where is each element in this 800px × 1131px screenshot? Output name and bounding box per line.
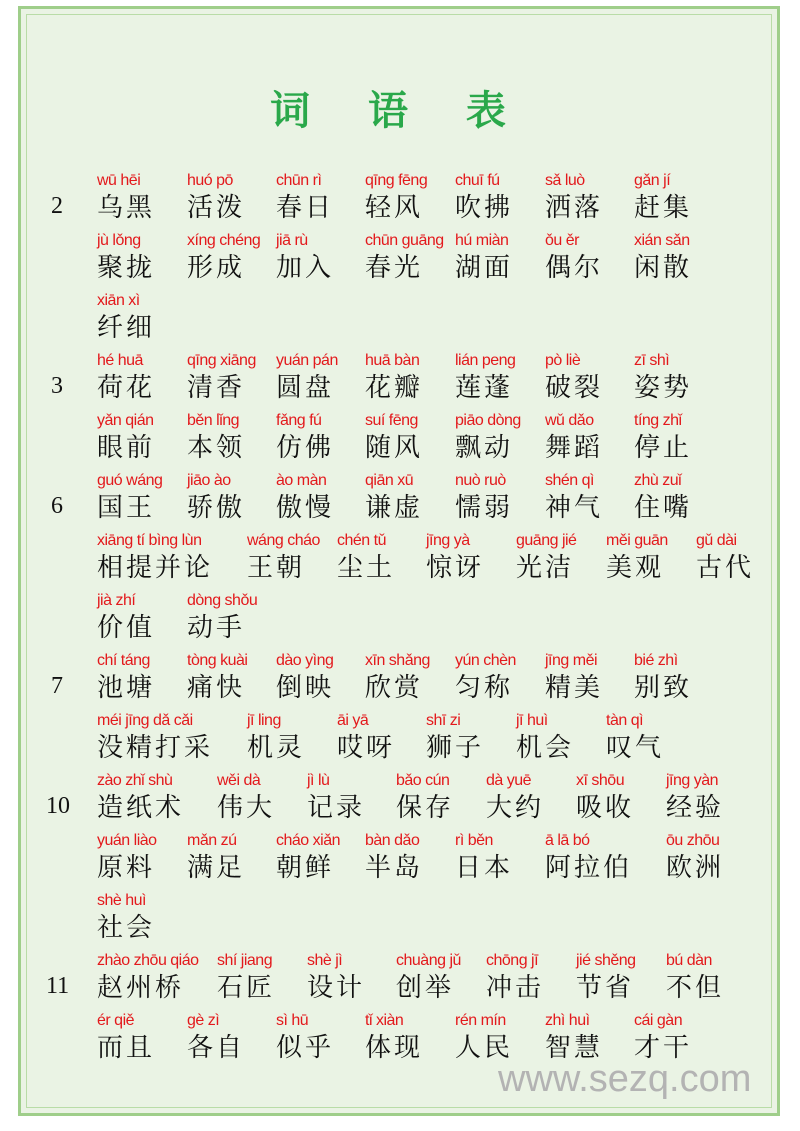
pinyin: nuò ruò <box>455 472 506 489</box>
hanzi: 莲蓬 <box>455 373 514 403</box>
pinyin: gǔ dài <box>696 532 737 549</box>
pinyin: shén qì <box>545 472 594 489</box>
pinyin: tòng kuài <box>187 652 248 669</box>
pinyin: pò liè <box>545 352 581 369</box>
hanzi: 轻风 <box>365 193 424 223</box>
pinyin: tíng zhǐ <box>634 412 682 429</box>
pinyin: xián sǎn <box>634 232 690 249</box>
pinyin: chén tǔ <box>337 532 386 549</box>
hanzi: 造纸术 <box>97 793 185 823</box>
hanzi: 飘动 <box>455 433 514 463</box>
pinyin: wáng cháo <box>247 532 320 549</box>
hanzi: 记录 <box>307 793 366 823</box>
pinyin: bàn dǎo <box>365 832 420 849</box>
hanzi: 大约 <box>486 793 545 823</box>
hanzi: 欣赏 <box>365 673 424 703</box>
pinyin: zào zhǐ shù <box>97 772 173 789</box>
pinyin: ào màn <box>276 472 327 489</box>
pinyin: hé huā <box>97 352 143 369</box>
hanzi: 吸收 <box>576 793 635 823</box>
pinyin: chūn guāng <box>365 232 444 249</box>
hanzi: 日本 <box>455 853 514 883</box>
hanzi: 聚拢 <box>97 253 156 283</box>
hanzi: 神气 <box>545 493 604 523</box>
pinyin: fǎng fú <box>276 412 322 429</box>
hanzi: 保存 <box>396 793 455 823</box>
hanzi: 设计 <box>307 973 366 1003</box>
pinyin: lián peng <box>455 352 516 369</box>
hanzi: 骄傲 <box>187 493 246 523</box>
pinyin: jīng yàn <box>666 772 719 789</box>
pinyin: xiān xì <box>97 292 140 309</box>
hanzi: 赵州桥 <box>97 973 185 1003</box>
pinyin: chí táng <box>97 652 150 669</box>
pinyin: qīng fēng <box>365 172 428 189</box>
hanzi: 加入 <box>276 253 335 283</box>
hanzi: 社会 <box>97 913 156 943</box>
pinyin: jié shěng <box>576 952 636 969</box>
hanzi: 狮子 <box>426 733 485 763</box>
pinyin: mǎn zú <box>187 832 237 849</box>
hanzi: 没精打采 <box>97 733 214 763</box>
hanzi: 阿拉伯 <box>545 853 633 883</box>
pinyin: dà yuē <box>486 772 532 789</box>
pinyin: yuán pán <box>276 352 338 369</box>
pinyin: guó wáng <box>97 472 163 489</box>
hanzi: 动手 <box>187 613 246 643</box>
hanzi: 别致 <box>634 673 693 703</box>
pinyin: jīng měi <box>545 652 598 669</box>
pinyin: suí fēng <box>365 412 418 429</box>
pinyin: chōng jī <box>486 952 539 969</box>
hanzi: 赶集 <box>634 193 693 223</box>
pinyin: chuī fú <box>455 172 500 189</box>
hanzi: 光洁 <box>516 553 575 583</box>
hanzi: 古代 <box>696 553 755 583</box>
pinyin: gǎn jí <box>634 172 671 189</box>
pinyin: rén mín <box>455 1012 506 1029</box>
pinyin: měi guān <box>606 532 668 549</box>
hanzi: 乌黑 <box>97 193 156 223</box>
hanzi: 智慧 <box>545 1033 604 1063</box>
hanzi: 各自 <box>187 1033 246 1063</box>
pinyin: bié zhì <box>634 652 678 669</box>
pinyin: chuàng jǔ <box>396 952 461 969</box>
hanzi: 随风 <box>365 433 424 463</box>
pinyin: jiā rù <box>276 232 308 249</box>
hanzi: 匀称 <box>455 673 514 703</box>
hanzi: 池塘 <box>97 673 156 703</box>
hanzi: 机灵 <box>247 733 306 763</box>
page-title: 词 语 表 <box>270 87 528 134</box>
hanzi: 傲慢 <box>276 493 335 523</box>
hanzi: 惊讶 <box>426 553 485 583</box>
pinyin: xíng chéng <box>187 232 261 249</box>
hanzi: 而且 <box>97 1033 156 1063</box>
pinyin: méi jīng dǎ cǎi <box>97 712 193 729</box>
lesson-number: 3 <box>51 373 63 399</box>
pinyin: ér qiě <box>97 1012 135 1029</box>
pinyin: jiāo ào <box>187 472 231 489</box>
lesson-number: 10 <box>46 793 70 819</box>
pinyin: wěi dà <box>217 772 261 789</box>
pinyin: dào yìng <box>276 652 334 669</box>
hanzi: 懦弱 <box>455 493 514 523</box>
pinyin: huó pō <box>187 172 233 189</box>
lesson-number: 7 <box>51 673 63 699</box>
pinyin: zhù zuǐ <box>634 472 682 489</box>
hanzi: 朝鲜 <box>276 853 335 883</box>
hanzi: 半岛 <box>365 853 424 883</box>
hanzi: 伟大 <box>217 793 276 823</box>
pinyin: jī ling <box>247 712 281 729</box>
pinyin: shè huì <box>97 892 146 909</box>
hanzi: 活泼 <box>187 193 246 223</box>
hanzi: 价值 <box>97 613 156 643</box>
pinyin: jīng yà <box>426 532 470 549</box>
pinyin: gè zì <box>187 1012 220 1029</box>
hanzi: 王朝 <box>247 553 306 583</box>
hanzi: 住嘴 <box>634 493 693 523</box>
hanzi: 创举 <box>396 973 455 1003</box>
hanzi: 姿势 <box>634 373 693 403</box>
pinyin: shí jiang <box>217 952 273 969</box>
pinyin: ā lā bó <box>545 832 590 849</box>
pinyin: jià zhí <box>97 592 136 609</box>
hanzi: 欧洲 <box>666 853 725 883</box>
hanzi: 春光 <box>365 253 424 283</box>
hanzi: 偶尔 <box>545 253 604 283</box>
pinyin: qīng xiāng <box>187 352 256 369</box>
lesson-number: 11 <box>46 973 70 999</box>
hanzi: 本领 <box>187 433 246 463</box>
pinyin: cháo xiǎn <box>276 832 340 849</box>
hanzi: 清香 <box>187 373 246 403</box>
hanzi: 才干 <box>634 1033 693 1063</box>
hanzi: 纤细 <box>97 313 156 343</box>
hanzi: 不但 <box>666 973 725 1003</box>
pinyin: hú miàn <box>455 232 509 249</box>
hanzi: 洒落 <box>545 193 604 223</box>
hanzi: 机会 <box>516 733 575 763</box>
pinyin: shè jì <box>307 952 343 969</box>
pinyin: zhì huì <box>545 1012 590 1029</box>
pinyin: chūn rì <box>276 172 322 189</box>
pinyin: yún chèn <box>455 652 516 669</box>
hanzi: 哎呀 <box>337 733 396 763</box>
pinyin: ǒu ěr <box>545 232 579 249</box>
pinyin: zī shì <box>634 352 670 369</box>
hanzi: 冲击 <box>486 973 545 1003</box>
hanzi: 尘土 <box>337 553 396 583</box>
hanzi: 吹拂 <box>455 193 514 223</box>
lesson-number: 6 <box>51 493 63 519</box>
hanzi: 圆盘 <box>276 373 335 403</box>
pinyin: zhào zhōu qiáo <box>97 952 199 969</box>
hanzi: 舞蹈 <box>545 433 604 463</box>
pinyin: wū hēi <box>97 172 141 189</box>
hanzi: 人民 <box>455 1033 514 1063</box>
pinyin: āi yā <box>337 712 369 729</box>
pinyin: yuán liào <box>97 832 157 849</box>
pinyin: sǎ luò <box>545 172 585 189</box>
pinyin: bǎo cún <box>396 772 450 789</box>
hanzi: 叹气 <box>606 733 665 763</box>
lesson-number: 2 <box>51 193 63 219</box>
pinyin: wǔ dǎo <box>545 412 594 429</box>
hanzi: 形成 <box>187 253 246 283</box>
hanzi: 经验 <box>666 793 725 823</box>
hanzi: 仿佛 <box>276 433 335 463</box>
hanzi: 湖面 <box>455 253 514 283</box>
hanzi: 精美 <box>545 673 604 703</box>
pinyin: huā bàn <box>365 352 420 369</box>
pinyin: jì lù <box>307 772 330 789</box>
hanzi: 荷花 <box>97 373 156 403</box>
hanzi: 相提并论 <box>97 553 214 583</box>
pinyin: bú dàn <box>666 952 712 969</box>
hanzi: 眼前 <box>97 433 156 463</box>
pinyin: xīn shǎng <box>365 652 430 669</box>
hanzi: 国王 <box>97 493 156 523</box>
hanzi: 闲散 <box>634 253 693 283</box>
pinyin: guāng jié <box>516 532 577 549</box>
pinyin: cái gàn <box>634 1012 683 1029</box>
hanzi: 美观 <box>606 553 665 583</box>
hanzi: 春日 <box>276 193 335 223</box>
pinyin: jù lǒng <box>97 232 141 249</box>
pinyin: xī shōu <box>576 772 625 789</box>
pinyin: běn lǐng <box>187 412 240 429</box>
hanzi: 谦虚 <box>365 493 424 523</box>
hanzi: 花瓣 <box>365 373 424 403</box>
hanzi: 节省 <box>576 973 635 1003</box>
hanzi: 似乎 <box>276 1033 335 1063</box>
hanzi: 痛快 <box>187 673 246 703</box>
hanzi: 体现 <box>365 1033 424 1063</box>
hanzi: 破裂 <box>545 373 604 403</box>
watermark: www.sezq.com <box>498 1058 752 1100</box>
pinyin: qiān xū <box>365 472 414 489</box>
pinyin: piāo dòng <box>455 412 521 429</box>
pinyin: jī huì <box>516 712 548 729</box>
pinyin: ōu zhōu <box>666 832 720 849</box>
hanzi: 满足 <box>187 853 246 883</box>
hanzi: 石匠 <box>217 973 276 1003</box>
pinyin: dòng shǒu <box>187 592 258 609</box>
pinyin: tàn qì <box>606 712 644 729</box>
pinyin: yǎn qián <box>97 412 154 429</box>
hanzi: 停止 <box>634 433 693 463</box>
pinyin: xiāng tí bìng lùn <box>97 532 202 549</box>
hanzi: 倒映 <box>276 673 335 703</box>
pinyin: sì hū <box>276 1012 309 1029</box>
hanzi: 原料 <box>97 853 156 883</box>
pinyin: tǐ xiàn <box>365 1012 404 1029</box>
pinyin: shī zi <box>426 712 461 729</box>
pinyin: rì běn <box>455 832 493 849</box>
